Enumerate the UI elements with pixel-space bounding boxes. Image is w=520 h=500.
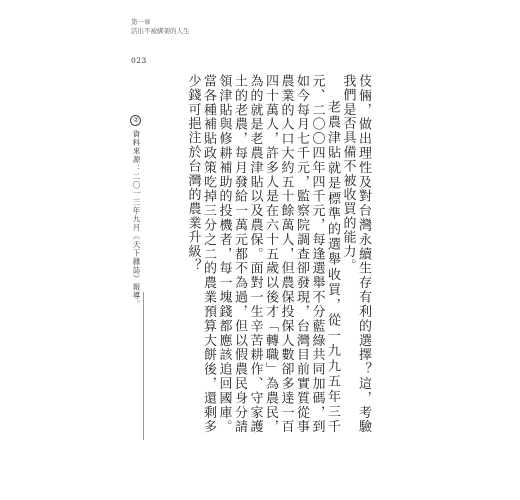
body-text (171, 74, 371, 434)
footnote (130, 115, 141, 375)
paragraph: 伎倆，做出理性及對台灣永續生存有利的選擇？這，考驗我們是否具備不被收買的能力。 (340, 74, 371, 434)
footnote-marker: ② (132, 116, 140, 125)
page-number: 023 (131, 56, 147, 65)
paragraph: 老農津貼就是標準的選舉收買，從一九九五年三千元、二〇〇四年四千元，每逢選舉不分藍綠共同加碼，到如今每月七千元，監察院調查卻發現，台灣目前實質從事農業的人口大約五十餘萬人，但農保投保人數卻多達一百四十萬人，許多人是在六十五歲以後才「轉職」為農民，為的就是老農津貼以及農保。面對一生辛苦耕作、守家護土的老農，每月發給一萬元都不為過，但以假農民身分請領津貼與修耕補助的投機者，每一塊錢都應該追回國庫。當各種補貼政策吃掉三分之二的農業預算大餅後，還剩多少錢可挹注於台灣的農業升級？ (185, 74, 340, 434)
chapter-subtitle: 活出不被綁架的人生 (131, 27, 190, 35)
footnote-divider (143, 292, 144, 440)
running-header (131, 18, 190, 36)
footnote-text: 資料來源：二〇一三年九月《天下雜誌》報導。 (132, 130, 141, 309)
chapter-label: 第一章 (131, 18, 151, 26)
